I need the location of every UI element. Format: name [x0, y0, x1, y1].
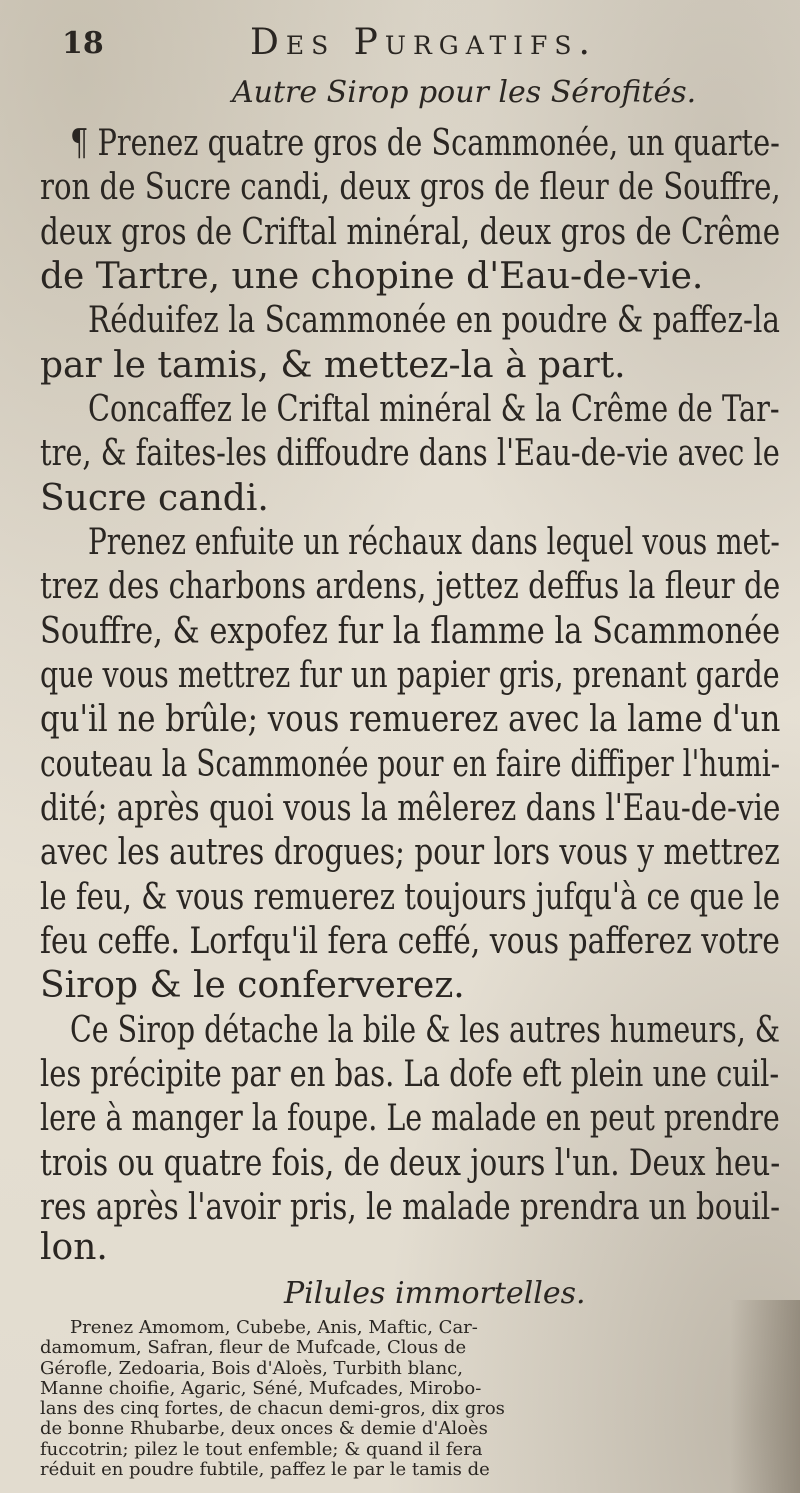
- text-line: Ce Sirop détache la bile & les autres humeurs, &: [70, 1010, 781, 1051]
- text-line: de bonne Rhubarbe, deux onces & demie d'Aloès: [40, 1418, 488, 1440]
- running-title: Des Purgatifs.: [250, 22, 597, 63]
- text-line: couteau la Scammonée pour en faire diffiper l'humi-: [40, 744, 781, 785]
- text-line: Souffre, & expofez fur la flamme la Scammonée: [40, 611, 781, 652]
- text-line: les précipite par en bas. La dofe eft plein une cuil-: [40, 1054, 780, 1095]
- text-line: lans des cinq fortes, de chacun demi-gros, dix gros: [40, 1398, 505, 1419]
- text-line: lere à manger la foupe. Le malade en peut prendre: [40, 1098, 780, 1139]
- text-line: fuccotrin; pilez le tout enfemble; & quand il fera: [40, 1438, 483, 1460]
- text-line: avec les autres drogues; pour lors vous y mettrez: [40, 832, 780, 873]
- text-line: Prenez Amomom, Cubebe, Anis, Maftic, Car-: [70, 1317, 478, 1338]
- text-line: Gérofle, Zedoaria, Bois d'Aloès, Turbith blanc,: [40, 1357, 463, 1379]
- text-line: que vous mettrez fur un papier gris, prenant garde: [40, 655, 780, 696]
- text-line: trez des charbons ardens, jettez deffus la fleur de: [40, 566, 781, 607]
- section-heading: Autre Sirop pour les Sérofités.: [232, 75, 697, 110]
- text-line: Concaffez le Criftal minéral & la Crême de Tar-: [88, 389, 780, 430]
- text-line: lon.: [40, 1227, 108, 1268]
- text-line: Sucre candi.: [40, 478, 269, 519]
- text-line: ron de Sucre candi, deux gros de fleur de Souffre,: [40, 167, 781, 208]
- text-line: Réduifez la Scammonée en poudre & paffez-la: [88, 300, 780, 341]
- text-line: le feu, & vous remuerez toujours jufqu'à ce que le: [40, 877, 780, 918]
- text-line: réduit en poudre fubtile, paffez le par le tamis de: [40, 1458, 490, 1480]
- text-line: de Tartre, une chopine d'Eau-de-vie.: [40, 256, 704, 297]
- text-line: Sirop & le conferverez.: [40, 965, 465, 1006]
- text-line: damomum, Safran, fleur de Mufcade, Clous de: [40, 1337, 467, 1359]
- page-number: 18: [62, 26, 104, 61]
- text-line: deux gros de Criftal minéral, deux gros de Crême: [40, 212, 781, 253]
- text-line: Manne choifie, Agaric, Séné, Mufcades, Mirobo-: [40, 1377, 482, 1399]
- text-line: feu ceffe. Lorfqu'il fera ceffé, vous pafferez votre: [40, 921, 780, 962]
- text-line: tre, & faites-les diffoudre dans l'Eau-de-vie avec le: [40, 433, 780, 474]
- text-line: dité; après quoi vous la mêlerez dans l'Eau-de-vie: [40, 788, 781, 829]
- text-line: Prenez enfuite un réchaux dans lequel vous met-: [88, 522, 780, 563]
- text-line: qu'il ne brûle; vous remuerez avec la lame d'un: [40, 699, 781, 740]
- text-line: ¶ Prenez quatre gros de Scammonée, un quarte-: [70, 123, 780, 164]
- text-line: par le tamis, & mettez-la à part.: [40, 345, 626, 386]
- text-line: trois ou quatre fois, de deux jours l'un. Deux heu-: [40, 1143, 781, 1184]
- section-heading: Pilules immortelles.: [284, 1276, 586, 1311]
- text-line: res après l'avoir pris, le malade prendra un bouil-: [40, 1187, 781, 1228]
